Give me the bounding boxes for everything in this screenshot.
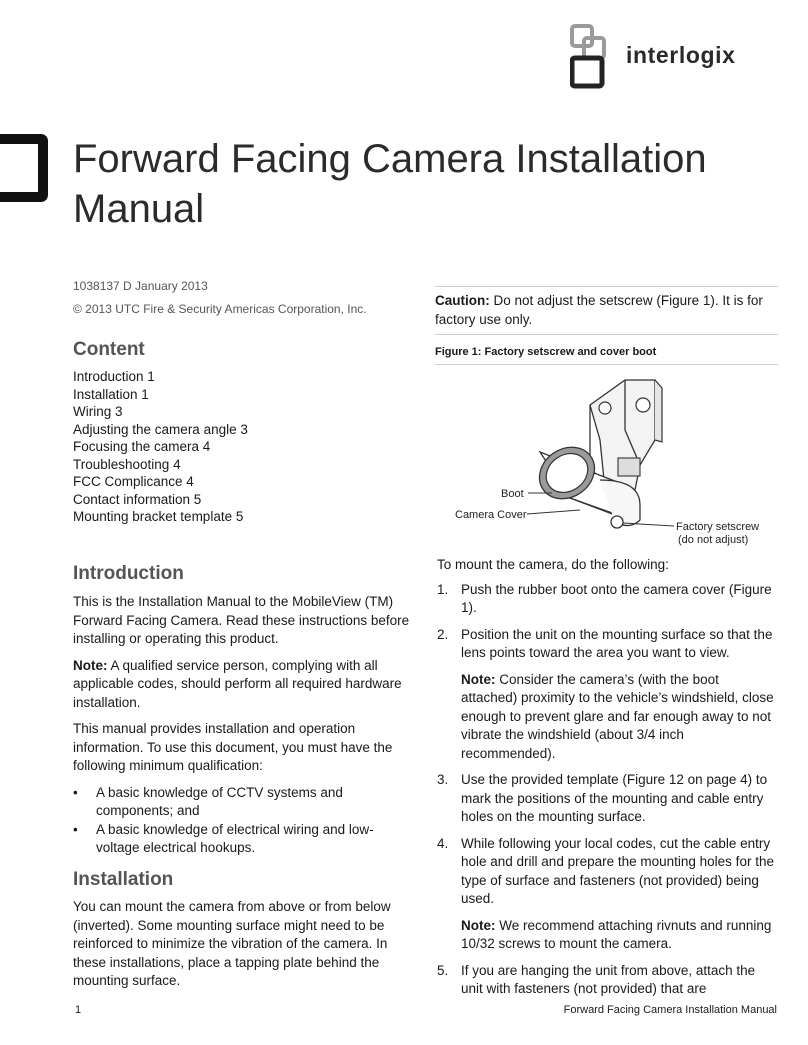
toc-item[interactable]: Contact information 5 bbox=[73, 491, 202, 507]
mounting-steps bbox=[437, 556, 777, 1007]
introduction-body bbox=[73, 593, 413, 858]
installation-heading: Installation bbox=[73, 869, 174, 890]
list-item: • A basic knowledge of electrical wiring and low-voltage electrical hookups. bbox=[73, 821, 413, 858]
note-text: A qualified service person, complying with all applicable codes, should perform all required hardware installation. bbox=[73, 657, 402, 710]
toc-item[interactable]: Focusing the camera 4 bbox=[73, 439, 211, 454]
doc-number: 1038137 D January 2013 bbox=[73, 279, 208, 293]
copyright: © 2013 UTC Fire & Security Americas Corporation, Inc. bbox=[73, 302, 367, 316]
list-item bbox=[437, 581, 777, 618]
note-label: Note: bbox=[73, 657, 108, 673]
steps-list bbox=[437, 581, 777, 999]
content-heading: Content bbox=[73, 339, 145, 360]
introduction-heading: Introduction bbox=[73, 563, 184, 584]
step-text: Push the rubber boot onto the camera cover (Figure 1). bbox=[461, 581, 772, 615]
list-item: • A basic knowledge of CCTV systems and components; and bbox=[73, 784, 413, 821]
caution-box bbox=[435, 286, 778, 335]
steps-intro: To mount the camera, do the following: bbox=[437, 557, 669, 572]
list-item bbox=[437, 626, 777, 764]
intro-paragraph: This is the Installation Manual to the MobileView (TM) Forward Facing Camera. Read these instructions before installing or operating this product. bbox=[73, 594, 410, 646]
step-number: 1. bbox=[437, 581, 449, 597]
step-text: Position the unit on the mounting surface so that the lens points toward the area you want to view. bbox=[461, 626, 773, 660]
step-note bbox=[461, 671, 777, 764]
toc-item[interactable]: Wiring 3 bbox=[73, 404, 123, 419]
label-setscrew-note: (do not adjust) bbox=[678, 534, 749, 546]
installation-body bbox=[73, 898, 413, 999]
list-item bbox=[437, 962, 777, 999]
brand-name: interlogix bbox=[626, 42, 736, 68]
toc-item[interactable]: Mounting bracket template 5 bbox=[73, 509, 244, 524]
step-text: Use the provided template (Figure 12 on page 4) to mark the positions of the mounting and cable entry holes on the mounting surface. bbox=[461, 772, 768, 824]
qualification-list bbox=[73, 784, 413, 858]
installation-paragraph: You can mount the camera from above or from below (inverted). Some mounting surface might need to be reinforced to minimize the vibration of the camera. In these installations, place a tapping plate behind the mounting surface. bbox=[73, 899, 391, 988]
note-label: Note: bbox=[461, 671, 496, 687]
page-title: Forward Facing Camera Installation Manual bbox=[73, 137, 707, 231]
figure-caption: Figure 1: Factory setscrew and cover boot bbox=[435, 346, 657, 358]
list-item bbox=[437, 771, 777, 827]
table-of-contents bbox=[73, 368, 403, 526]
label-setscrew: Factory setscrew bbox=[676, 521, 760, 533]
toc-item[interactable]: Installation 1 bbox=[73, 386, 149, 402]
step-number: 2. bbox=[437, 626, 449, 642]
step-text: While following your local codes, cut the cable entry hole and drill and prepare the mounting holes for the type of surface and fasteners (not provided) being used. bbox=[461, 835, 774, 906]
step-number: 4. bbox=[437, 835, 449, 851]
step-note bbox=[461, 917, 777, 954]
section-tab-marker bbox=[0, 134, 48, 202]
intro-note bbox=[73, 657, 413, 713]
label-camera-cover: Camera Cover bbox=[455, 509, 527, 521]
camera-figure bbox=[440, 370, 780, 550]
step-number: 5. bbox=[437, 962, 449, 978]
toc-item[interactable]: Troubleshooting 4 bbox=[73, 456, 181, 472]
footer-title: Forward Facing Camera Installation Manual bbox=[563, 1004, 777, 1016]
step-number: 3. bbox=[437, 772, 449, 787]
caution-label: Caution: bbox=[435, 293, 490, 308]
step-text: If you are hanging the unit from above, attach the unit with fasteners (not provided) that are bbox=[461, 962, 756, 996]
note-text: We recommend attaching rivnuts and running 10/32 screws to mount the camera. bbox=[461, 917, 772, 951]
note-text: Consider the camera’s (with the boot attached) proximity to the vehicle’s windshield, close enough to prevent glare and far enough away to not vibrate the windshield (about 3/4 inch recommended). bbox=[461, 671, 774, 761]
label-boot: Boot bbox=[501, 488, 524, 500]
caution-text: Do not adjust the setscrew (Figure 1). It is for factory use only. bbox=[435, 293, 763, 327]
figure-divider bbox=[435, 364, 778, 365]
toc-item[interactable]: Adjusting the camera angle 3 bbox=[73, 421, 248, 437]
note-label: Note: bbox=[461, 917, 496, 933]
toc-item[interactable]: FCC Complicance 4 bbox=[73, 474, 194, 489]
page-number: 1 bbox=[75, 1004, 82, 1016]
intro-paragraph-2: This manual provides installation and operation information. To use this document, you must have the following minimum qualification: bbox=[73, 721, 393, 773]
list-item bbox=[437, 835, 777, 954]
toc-item[interactable]: Introduction 1 bbox=[73, 369, 155, 384]
